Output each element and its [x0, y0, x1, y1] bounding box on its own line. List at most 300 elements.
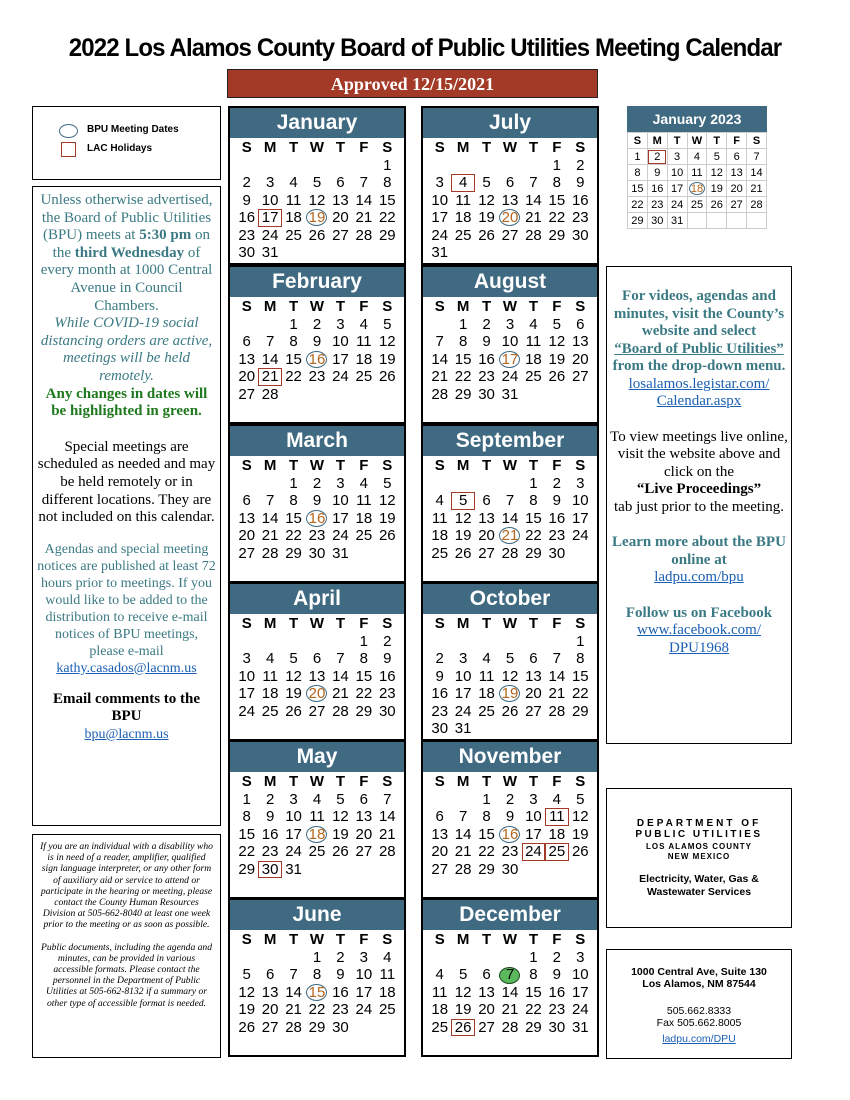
phone: 505.662.8333: [666, 1005, 732, 1017]
day-number: 16: [378, 667, 396, 685]
day-number: 22: [285, 527, 302, 545]
day-number: 28: [501, 1018, 519, 1036]
day-number: 4: [359, 475, 369, 492]
weekday-header: S: [434, 298, 445, 315]
day-number: 1: [359, 633, 369, 650]
day-cell: [522, 510, 545, 527]
day-number: 27: [571, 368, 589, 386]
day-number: 14: [332, 667, 349, 685]
day-number: 31: [431, 243, 449, 261]
weekday-header: W: [502, 931, 518, 948]
day-number: 14: [501, 983, 519, 1001]
day-cell: [235, 703, 258, 720]
day-number: 28: [750, 198, 763, 211]
empty-cell: [329, 157, 352, 174]
day-number: 20: [332, 209, 349, 227]
day-number: 6: [359, 791, 369, 808]
day-number: 24: [670, 198, 684, 211]
day-cell: [545, 650, 568, 667]
month-august: [421, 265, 599, 424]
day-cell: [522, 1019, 545, 1036]
day-number: 5: [312, 174, 322, 192]
day-number: 20: [355, 825, 373, 843]
day-number: 2: [505, 791, 515, 808]
day-number: 27: [730, 198, 743, 211]
day-cell: [305, 475, 328, 492]
weekday-header: S: [434, 139, 445, 156]
weekday-header: S: [575, 773, 586, 790]
day-number: 7: [289, 966, 298, 984]
day-cell: [428, 720, 451, 737]
website-info-panel: [606, 266, 792, 744]
day-number: 11: [285, 191, 302, 209]
day-number: 3: [435, 174, 444, 192]
day-number: 27: [261, 1018, 279, 1036]
day-cell: [687, 165, 707, 181]
day-number: 17: [571, 983, 589, 1001]
day-cell: [282, 351, 305, 368]
day-number: 6: [482, 966, 491, 984]
month-june: [228, 898, 406, 1057]
day-cell: [376, 492, 399, 509]
weekday-header: T: [335, 139, 345, 156]
day-number: 9: [552, 492, 562, 510]
day-number: 14: [261, 350, 279, 368]
day-number: 20: [261, 1001, 279, 1019]
day-number: 4: [482, 650, 491, 668]
day-number: 8: [289, 333, 298, 351]
facebook-link[interactable]: www.facebook.com/ DPU1968: [637, 622, 761, 656]
day-cell: [707, 197, 727, 213]
day-number: 23: [548, 527, 566, 545]
weekday-header: S: [628, 133, 648, 149]
day-number: 6: [733, 150, 740, 163]
agendas-email-link[interactable]: kathy.casados@lacnm.us: [56, 660, 197, 676]
month-day-grid: [423, 297, 597, 403]
day-cell: [258, 545, 281, 562]
day-cell: [522, 984, 545, 1001]
day-cell: [282, 685, 305, 702]
meeting-day: [305, 209, 328, 226]
day-cell: [451, 703, 474, 720]
day-cell: [569, 633, 592, 650]
month-february: [228, 265, 406, 424]
day-cell: [727, 197, 747, 213]
day-number: 10: [285, 808, 302, 826]
weekday-header: T: [528, 931, 538, 948]
day-number: 15: [571, 667, 589, 685]
weekday-header: S: [241, 139, 252, 156]
day-number: 22: [454, 368, 472, 386]
day-cell: [475, 685, 498, 702]
day-cell: [258, 351, 281, 368]
day-cell: [376, 984, 399, 1001]
day-number: 27: [238, 544, 256, 562]
empty-cell: [428, 949, 451, 966]
day-cell: [522, 209, 545, 226]
day-number: 21: [332, 685, 349, 703]
empty-cell: [451, 633, 474, 650]
day-cell: [376, 966, 399, 983]
day-cell: [428, 650, 451, 667]
weekday-header: T: [288, 615, 299, 632]
day-number: 5: [458, 966, 468, 984]
day-cell: [569, 157, 592, 174]
day-number: 19: [454, 1001, 472, 1019]
day-cell: [451, 1001, 474, 1018]
day-cell: [376, 527, 399, 544]
day-cell: [569, 808, 592, 825]
weekday-header: W: [502, 773, 518, 790]
day-cell: [235, 984, 258, 1001]
day-cell: [235, 843, 258, 860]
day-number: 23: [478, 368, 495, 386]
day-number: 29: [378, 226, 396, 244]
holiday-day: [258, 368, 281, 385]
day-cell: [352, 510, 375, 527]
day-cell: [569, 984, 592, 1001]
day-cell: [258, 808, 281, 825]
day-number: 17: [670, 182, 684, 195]
day-cell: [282, 545, 305, 562]
day-cell: [569, 316, 592, 333]
legistar-link[interactable]: losalamos.legistar.com/ Calendar.aspx: [628, 375, 770, 409]
day-number: 28: [332, 702, 349, 720]
day-number: 21: [261, 527, 279, 545]
month-december: [421, 898, 599, 1057]
day-cell: [522, 1001, 545, 1018]
weekday-header: F: [727, 133, 747, 149]
day-number: 5: [458, 492, 468, 510]
day-number: 26: [378, 527, 396, 545]
day-cell: [545, 1019, 568, 1036]
day-number: 14: [454, 825, 472, 843]
bpu-menu-link[interactable]: “Board of Public Utilities”: [614, 340, 784, 357]
day-number: 10: [238, 667, 256, 685]
day-number: 26: [238, 1018, 256, 1036]
day-cell: [376, 475, 399, 492]
day-number: 17: [332, 509, 349, 527]
weekday-header: T: [481, 773, 492, 790]
day-number: 26: [571, 843, 589, 861]
day-number: 17: [431, 209, 449, 227]
month-day-grid: [230, 138, 404, 261]
day-number: 2: [654, 150, 661, 163]
day-cell: [376, 826, 399, 843]
day-cell: [522, 475, 545, 492]
empty-cell: [451, 949, 474, 966]
day-cell: [282, 492, 305, 509]
weekday-header: W: [502, 139, 518, 156]
day-number: 27: [478, 544, 495, 562]
day-number: 11: [478, 667, 495, 685]
empty-cell: [498, 949, 521, 966]
day-cell: [282, 843, 305, 860]
day-cell: [498, 492, 521, 509]
month-day-grid: [230, 297, 404, 403]
dept-line4: NEW MEXICO: [667, 852, 731, 861]
day-cell: [522, 174, 545, 191]
day-number: 24: [431, 226, 449, 244]
day-number: 29: [478, 860, 495, 878]
day-cell: [258, 192, 281, 209]
day-number: 2: [242, 174, 251, 192]
day-cell: [352, 333, 375, 350]
day-number: 29: [631, 214, 644, 227]
day-cell: [667, 149, 687, 165]
day-number: 30: [261, 860, 279, 878]
weekday-header: M: [263, 298, 277, 315]
day-cell: [235, 333, 258, 350]
day-cell: [498, 808, 521, 825]
day-number: 9: [482, 333, 491, 351]
day-number: 24: [285, 843, 302, 861]
day-cell: [376, 157, 399, 174]
month-day-grid: [230, 614, 404, 720]
day-number: 7: [435, 333, 444, 351]
day-cell: [305, 545, 328, 562]
day-cell: [747, 165, 767, 181]
day-number: 11: [431, 983, 448, 1001]
ada-notice-p1: If you are an individual with a disability who is in need of a reader, amplifier, qualified sign language interpreter, or any other form of auxiliary aid or service to attend or participate in the hearing or meeting, please contact the County Human Resources Division at 505-662-8040 at least one week prior to the meeting or as soon as possible.: [40, 841, 213, 931]
day-number: 12: [285, 667, 302, 685]
day-number: 25: [478, 702, 495, 720]
day-number: 12: [478, 191, 495, 209]
day-cell: [428, 333, 451, 350]
address-line1: 1000 Central Ave, Suite 130: [631, 966, 767, 978]
day-cell: [451, 826, 474, 843]
day-number: 6: [482, 492, 491, 510]
month-day-grid: [230, 930, 404, 1036]
day-cell: [522, 368, 545, 385]
day-number: 10: [355, 966, 373, 984]
weekday-header: S: [575, 615, 586, 632]
day-number: 2: [312, 475, 322, 492]
weekday-header: F: [359, 931, 369, 948]
holiday-day: [647, 149, 667, 165]
empty-cell: [258, 949, 281, 966]
day-cell: [282, 192, 305, 209]
day-number: 9: [242, 191, 251, 209]
day-number: 13: [238, 350, 256, 368]
day-number: 12: [332, 808, 349, 826]
month-title: January: [230, 108, 404, 138]
day-cell: [428, 685, 451, 702]
day-cell: [235, 351, 258, 368]
day-number: 19: [548, 350, 566, 368]
day-cell: [498, 650, 521, 667]
day-number: 29: [285, 544, 302, 562]
day-number: 19: [378, 350, 396, 368]
empty-cell: [707, 213, 727, 229]
day-number: 12: [454, 983, 472, 1001]
day-number: 27: [332, 226, 349, 244]
day-number: 2: [435, 650, 444, 668]
day-number: 11: [525, 333, 542, 351]
day-number: 25: [355, 368, 373, 386]
day-number: 28: [285, 1018, 302, 1036]
day-number: 9: [383, 650, 392, 668]
day-cell: [352, 650, 375, 667]
day-cell: [428, 861, 451, 878]
day-cell: [569, 650, 592, 667]
day-number: 5: [383, 316, 392, 333]
day-number: 12: [308, 191, 326, 209]
empty-cell: [428, 633, 451, 650]
department-box: [606, 788, 792, 928]
ladpu-bpu-link[interactable]: ladpu.com/bpu: [654, 569, 744, 585]
day-cell: [376, 227, 399, 244]
day-number: 15: [478, 825, 495, 843]
day-cell: [569, 510, 592, 527]
day-number: 20: [478, 527, 495, 545]
live-text: To view meetings live online, visit the website above and click on the “Live Proceedings” tab just prior to the meeting.: [610, 428, 788, 515]
day-cell: [282, 227, 305, 244]
day-number: 18: [308, 825, 326, 843]
weekday-header: T: [667, 133, 687, 149]
ladpu-dpu-link[interactable]: ladpu.com/DPU: [662, 1033, 736, 1045]
day-number: 24: [501, 368, 519, 386]
day-number: 21: [261, 368, 279, 386]
day-number: 26: [378, 368, 396, 386]
bpu-email-link[interactable]: bpu@lacnm.us: [84, 726, 169, 742]
day-cell: [569, 209, 592, 226]
day-number: 7: [552, 650, 562, 668]
empty-cell: [498, 633, 521, 650]
day-number: 5: [552, 316, 562, 333]
month-november: [421, 740, 599, 899]
empty-cell: [258, 316, 281, 333]
day-number: 23: [261, 843, 279, 861]
weekday-header: S: [747, 133, 767, 149]
day-cell: [329, 668, 352, 685]
day-cell: [545, 545, 568, 562]
weekday-header: F: [552, 773, 562, 790]
day-number: 9: [312, 333, 322, 351]
day-number: 7: [505, 492, 515, 510]
day-cell: [628, 197, 648, 213]
day-number: 28: [431, 385, 449, 403]
day-cell: [258, 826, 281, 843]
day-number: 10: [431, 191, 449, 209]
day-number: 16: [651, 182, 664, 195]
day-number: 14: [431, 350, 449, 368]
day-cell: [475, 386, 498, 403]
day-number: 10: [525, 808, 542, 826]
day-number: 24: [238, 702, 256, 720]
day-cell: [428, 966, 451, 983]
day-number: 28: [525, 226, 542, 244]
day-number: 20: [571, 350, 589, 368]
day-cell: [305, 650, 328, 667]
day-cell: [569, 192, 592, 209]
month-title: March: [230, 426, 404, 456]
day-number: 9: [552, 966, 562, 984]
day-number: 13: [238, 509, 256, 527]
day-cell: [451, 527, 474, 544]
day-cell: [545, 227, 568, 244]
day-cell: [569, 668, 592, 685]
weekday-header: M: [456, 457, 470, 474]
meeting-day: [687, 181, 707, 197]
day-cell: [498, 843, 521, 860]
day-cell: [475, 545, 498, 562]
day-number: 17: [501, 350, 519, 368]
day-number: 8: [289, 492, 298, 510]
day-number: 8: [458, 333, 468, 351]
day-cell: [376, 368, 399, 385]
weekday-header: W: [309, 931, 325, 948]
month-title: December: [423, 900, 597, 930]
day-number: 11: [379, 966, 396, 984]
day-number: 4: [529, 316, 538, 333]
day-number: 21: [378, 825, 396, 843]
day-cell: [545, 316, 568, 333]
day-number: 27: [355, 843, 373, 861]
day-cell: [498, 668, 521, 685]
day-cell: [451, 720, 474, 737]
day-cell: [647, 181, 667, 197]
day-number: 11: [455, 191, 471, 209]
day-cell: [329, 1001, 352, 1018]
day-cell: [522, 227, 545, 244]
weekday-header: S: [434, 931, 445, 948]
meeting-legend-label: BPU Meeting Dates: [87, 124, 179, 135]
day-number: 18: [690, 182, 704, 195]
day-number: 10: [501, 333, 519, 351]
day-cell: [376, 316, 399, 333]
day-number: 16: [308, 350, 326, 368]
day-cell: [376, 333, 399, 350]
day-cell: [258, 527, 281, 544]
weekday-header: W: [309, 457, 325, 474]
day-number: 16: [548, 509, 566, 527]
month-title: February: [230, 267, 404, 297]
agendas-text: Agendas and special meeting notices are published at least 72 hours prior to meetings. If you would like to be added to the distribution to receive e-mail notices of BPU meetings, please e-mail kathy.casados@lacnm.us: [37, 541, 216, 676]
empty-cell: [235, 157, 258, 174]
day-number: 10: [571, 966, 589, 984]
month-day-grid: [423, 772, 597, 878]
day-number: 23: [571, 209, 589, 227]
day-cell: [235, 386, 258, 403]
day-number: 30: [651, 214, 664, 227]
day-cell: [235, 227, 258, 244]
day-cell: [329, 492, 352, 509]
empty-cell: [282, 949, 305, 966]
day-cell: [569, 351, 592, 368]
day-number: 14: [355, 191, 373, 209]
day-cell: [498, 174, 521, 191]
day-cell: [545, 174, 568, 191]
day-number: 14: [750, 166, 763, 179]
day-cell: [282, 1019, 305, 1036]
holiday-day: [545, 843, 568, 860]
day-number: 27: [501, 226, 519, 244]
weekday-header: T: [335, 931, 345, 948]
day-number: 28: [501, 544, 519, 562]
empty-cell: [727, 213, 747, 229]
day-cell: [475, 510, 498, 527]
day-cell: [428, 843, 451, 860]
day-number: 30: [308, 544, 326, 562]
day-number: 19: [710, 182, 723, 195]
day-number: 6: [435, 808, 444, 826]
day-number: 27: [525, 702, 542, 720]
month-january: [228, 106, 406, 265]
day-number: 22: [285, 368, 302, 386]
day-cell: [258, 668, 281, 685]
day-cell: [329, 1019, 352, 1036]
